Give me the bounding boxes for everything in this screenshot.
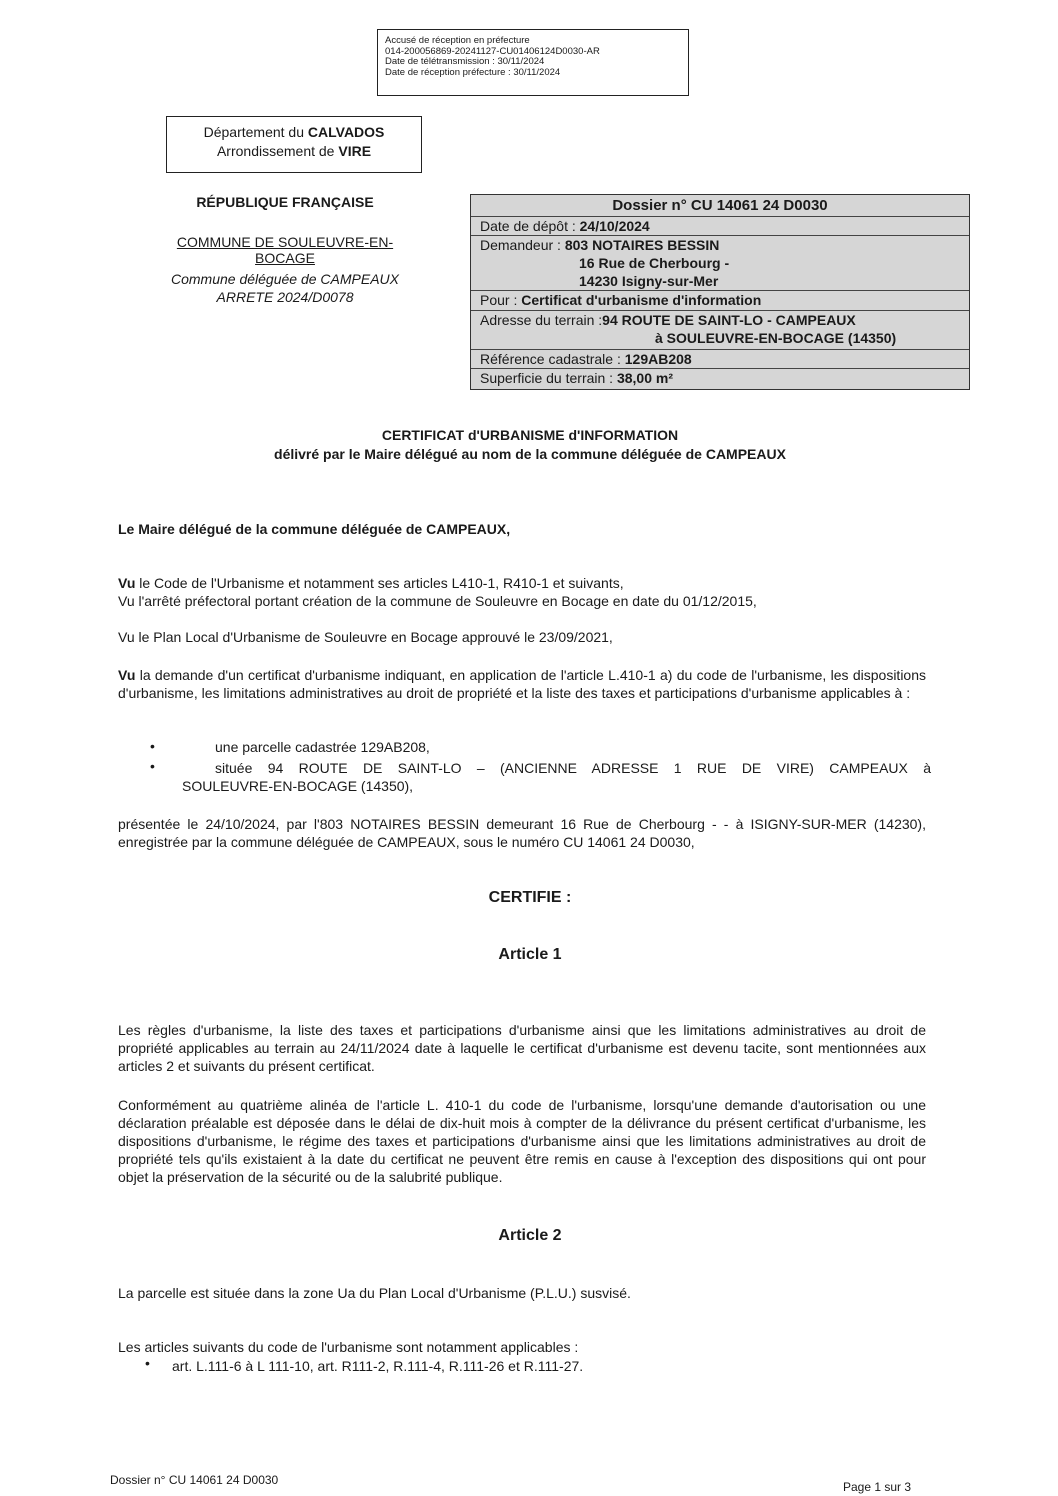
certifie-heading: CERTIFIE : [488, 889, 572, 906]
vu-keyword: Vu [118, 667, 136, 683]
pour-label: Pour : [480, 292, 522, 308]
delegated-commune: Commune déléguée de CAMPEAUX [170, 271, 399, 287]
ref-value: 129AB208 [624, 351, 692, 367]
ref-label: Référence cadastrale : [480, 351, 625, 367]
dossier-depot [471, 217, 969, 236]
stamp-line: Date de télétransmission : 30/11/2024 [385, 56, 545, 67]
department-name: CALVADOS [307, 124, 385, 140]
commune-heading: COMMUNE DE SOULEUVRE-EN-BOCAGE [176, 234, 394, 266]
superficie-label: Superficie du terrain : [480, 370, 617, 386]
dossier-pour [471, 291, 969, 311]
stamp-line: Accusé de réception en préfecture [385, 35, 530, 46]
dossier-box [470, 194, 970, 390]
department-prefix: Département du [203, 124, 308, 140]
demandeur-city: 14230 Isigny-sur-Mer [579, 273, 719, 289]
certificate-subtitle: délivré par le Maire délégué au nom de la commune déléguée de CAMPEAUX [274, 446, 786, 462]
dossier-demandeur [471, 236, 969, 291]
certificate-title: CERTIFICAT d'URBANISME d'INFORMATION [381, 427, 679, 443]
vu-demande [118, 666, 926, 702]
bullet-dot: • [150, 758, 155, 774]
adresse-label: Adresse du terrain : [480, 312, 603, 328]
vu-plu: Vu le Plan Local d'Urbanisme de Souleuvre en Bocage approuvé le 23/09/2021, [118, 629, 613, 645]
pour-value: Certificat d'urbanisme d'information [521, 292, 762, 308]
reception-stamp [377, 29, 689, 96]
footer-dossier: Dossier n° CU 14061 24 D0030 [110, 1473, 279, 1487]
department-line [167, 123, 421, 142]
demandeur-label: Demandeur : [480, 237, 565, 253]
dossier-superficie [471, 369, 969, 389]
bullet-dot: • [145, 1355, 150, 1371]
article1-title: Article 1 [498, 946, 562, 963]
department-box [166, 116, 422, 173]
bullet-situee-line2: SOULEUVRE-EN-BOCAGE (14350), [182, 778, 414, 794]
demandeur-name: 803 NOTAIRES BESSIN [564, 237, 720, 253]
dossier-adresse [471, 311, 969, 350]
arrondissement-name: VIRE [338, 143, 372, 159]
bullet-parcelle: une parcelle cadastrée 129AB208, [215, 739, 430, 755]
stamp-line: 014-200056869-20241127-CU01406124D0030-AR [385, 45, 600, 57]
adresse-line1: 94 ROUTE DE SAINT-LO - CAMPEAUX [602, 312, 856, 328]
vu-text: la demande d'un certificat d'urbanisme indiquant, en application de l'article L.410-1 a) du code de l'urbanisme, les dispositions d'urbanisme, les limitations administratives au droit de propriété et la liste des taxes et participations d'urbanisme applicables à : [118, 667, 926, 701]
bullet-situee-line1: située 94 ROUTE DE SAINT-LO – (ANCIENNE ADRESSE 1 RUE DE VIRE) CAMPEAUX à [215, 760, 931, 776]
depot-value: 24/10/2024 [579, 218, 650, 234]
dossier-title: Dossier n° CU 14061 24 D0030 [471, 195, 969, 217]
footer-page-number: Page 1 sur 3 [843, 1480, 912, 1494]
maire-line: Le Maire délégué de la commune déléguée de CAMPEAUX, [118, 521, 511, 537]
vu-code [118, 574, 926, 592]
republic-heading: RÉPUBLIQUE FRANÇAISE [196, 194, 374, 210]
arrete-number: ARRETE 2024/D0078 [216, 289, 354, 305]
arrondissement-prefix: Arrondissement de [216, 143, 339, 159]
article2-bullet: art. L.111-6 à L 111-10, art. R111-2, R.111-4, R.111-26 et R.111-27. [172, 1358, 584, 1374]
article2-title: Article 2 [498, 1227, 562, 1244]
article2-paragraph2: Les articles suivants du code de l'urbanisme sont notamment applicables : [118, 1339, 579, 1355]
depot-label: Date de dépôt : [480, 218, 580, 234]
demandeur-street: 16 Rue de Cherbourg - [579, 255, 730, 271]
article1-paragraph1: Les règles d'urbanisme, la liste des taxes et participations d'urbanisme ainsi que les limitations administratives au droit de propriété applicables au terrain au 24/11/2024 date à laquelle le certificat d'urbanisme est devenu tacite, sont mentionnées aux articles 2 et suivants du présent certificat. [118, 1022, 926, 1074]
vu-keyword: Vu [118, 575, 136, 591]
presentee-paragraph: présentée le 24/10/2024, par l'803 NOTAIRES BESSIN demeurant 16 Rue de Cherbourg - - à ISIGNY-SUR-MER (14230), enregistrée par la commune déléguée de CAMPEAUX, sous le numéro CU 14061 24 D0030, [118, 816, 926, 850]
superficie-value: 38,00 m² [616, 370, 674, 386]
adresse-line2: à SOULEUVRE-EN-BOCAGE (14350) [655, 330, 897, 346]
stamp-line: Date de réception préfecture : 30/11/2024 [385, 66, 561, 78]
article1-paragraph2: Conformément au quatrième alinéa de l'article L. 410-1 du code de l'urbanisme, lorsqu'une demande d'autorisation ou une déclaration préalable est déposée dans le délai de dix-huit mois à compter de la délivrance du présent certificat d'urbanisme, les dispositions d'urbanisme, le régime des taxes et participations d'urbanisme ainsi que les limitations administratives au droit de propriété tels qu'ils existaient à la date du certificat ne peuvent être remis en cause à l'exception des dispositions qui ont pour objet la préservation de la sécurité ou de la salubrité publique. [118, 1097, 926, 1185]
bullet-dot: • [150, 738, 155, 754]
vu-text: le Code de l'Urbanisme et notamment ses articles L410-1, R410-1 et suivants, [135, 575, 624, 591]
arrondissement-line [167, 142, 421, 161]
dossier-reference [471, 350, 969, 369]
vu-arrete: Vu l'arrêté préfectoral portant création de la commune de Souleuvre en Bocage en date du 01/12/2015, [118, 593, 757, 609]
article2-paragraph1: La parcelle est située dans la zone Ua du Plan Local d'Urbanisme (P.L.U.) susvisé. [118, 1285, 631, 1301]
